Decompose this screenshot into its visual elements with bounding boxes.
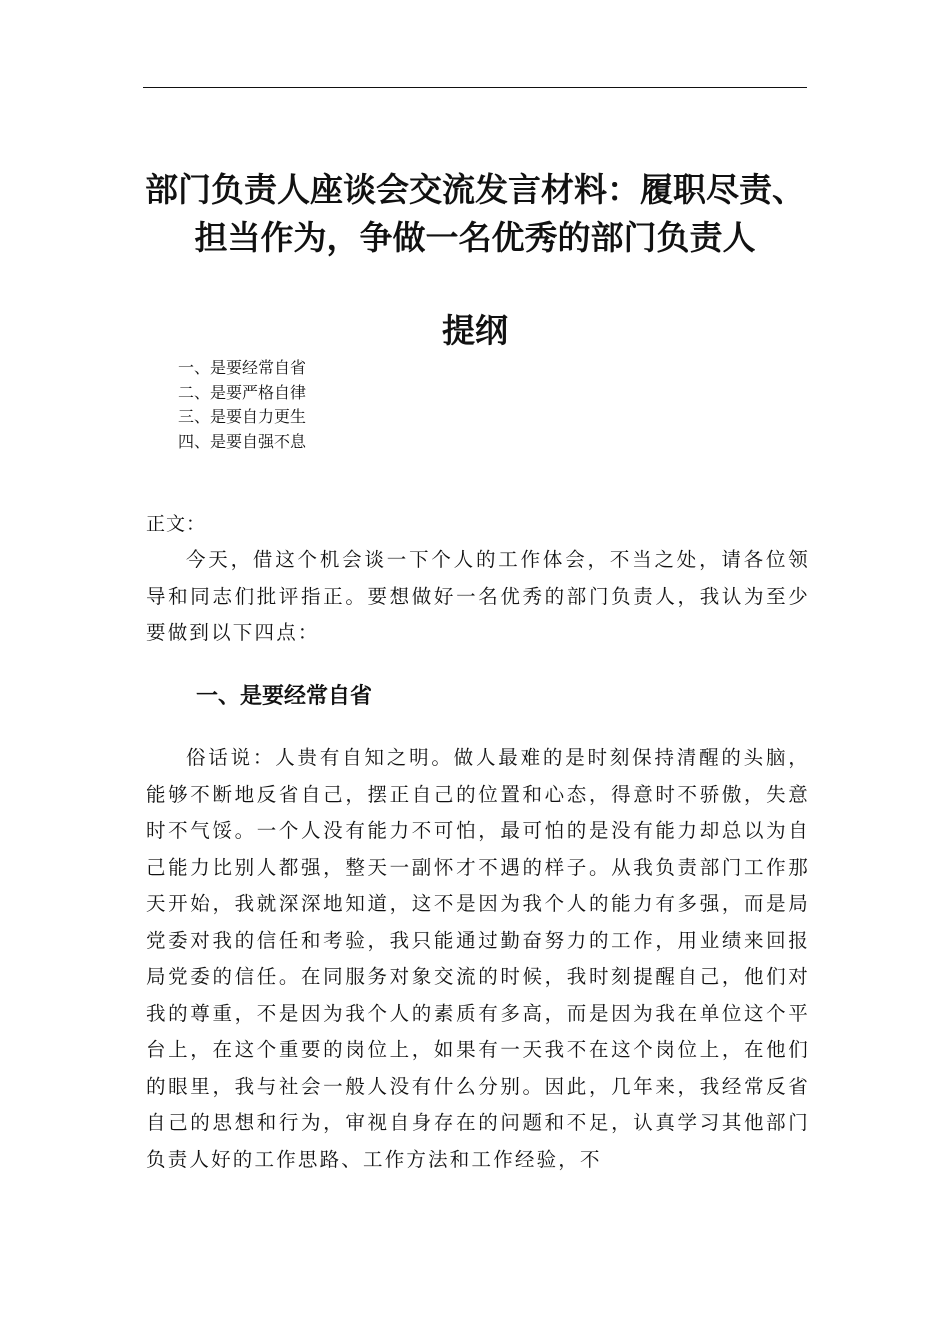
header-rule bbox=[143, 87, 807, 88]
outline-item: 二、是要严格自律 bbox=[178, 382, 307, 402]
outline-title: 提纲 bbox=[442, 311, 508, 350]
intro-paragraph: 今天，借这个机会谈一下个人的工作体会，不当之处，请各位领导和同志们批评指正。要想做好一名优秀的部门负责人，我认为至少要做到以下四点： bbox=[146, 548, 810, 644]
outline-item: 一、是要经常自省 bbox=[178, 358, 307, 377]
outline-item: 四、是要自强不息 bbox=[178, 431, 307, 451]
outline-list bbox=[178, 356, 306, 454]
body-label: 正文： bbox=[146, 513, 207, 535]
outline-item: 三、是要自力更生 bbox=[178, 407, 307, 426]
section-paragraph: 俗话说：人贵有自知之明。做人最难的是时刻保持清醒的头脑，能够不断地反省自己，摆正自己的位置和心态，得意时不骄傲，失意时不气馁。一个人没有能力不可怕，最可怕的是没有能力却总以为自己能力比别人都强，整天一副怀才不遇的样子。从我负责部门工作那天开始，我就深深地知道，这不是因为我个人的能力有多强，而是局党委对我的信任和考验，我只能通过勤奋努力的工作，用业绩来回报局党委的信任。在同服务对象交流的时候，我时刻提醒自己，他们对我的尊重，不是因为我个人的素质有多高，而是因为我在单位这个平台上，在这个重要的岗位上，如果有一天我不在这个岗位上，在他们的眼里，我与社会一般人没有什么分别。因此，几年来，我经常反省自己的思想和行为，审视自身存在的问题和不足，认真学习其他部门负责人好的工作思路、工作方法和工作经验，不 bbox=[146, 746, 810, 1171]
document-title: 部门负责人座谈会交流发言材料：履职尽责、担当作为，争做一名优秀的部门负责人 bbox=[145, 170, 805, 257]
section-heading: 一、是要经常自省 bbox=[196, 684, 373, 709]
